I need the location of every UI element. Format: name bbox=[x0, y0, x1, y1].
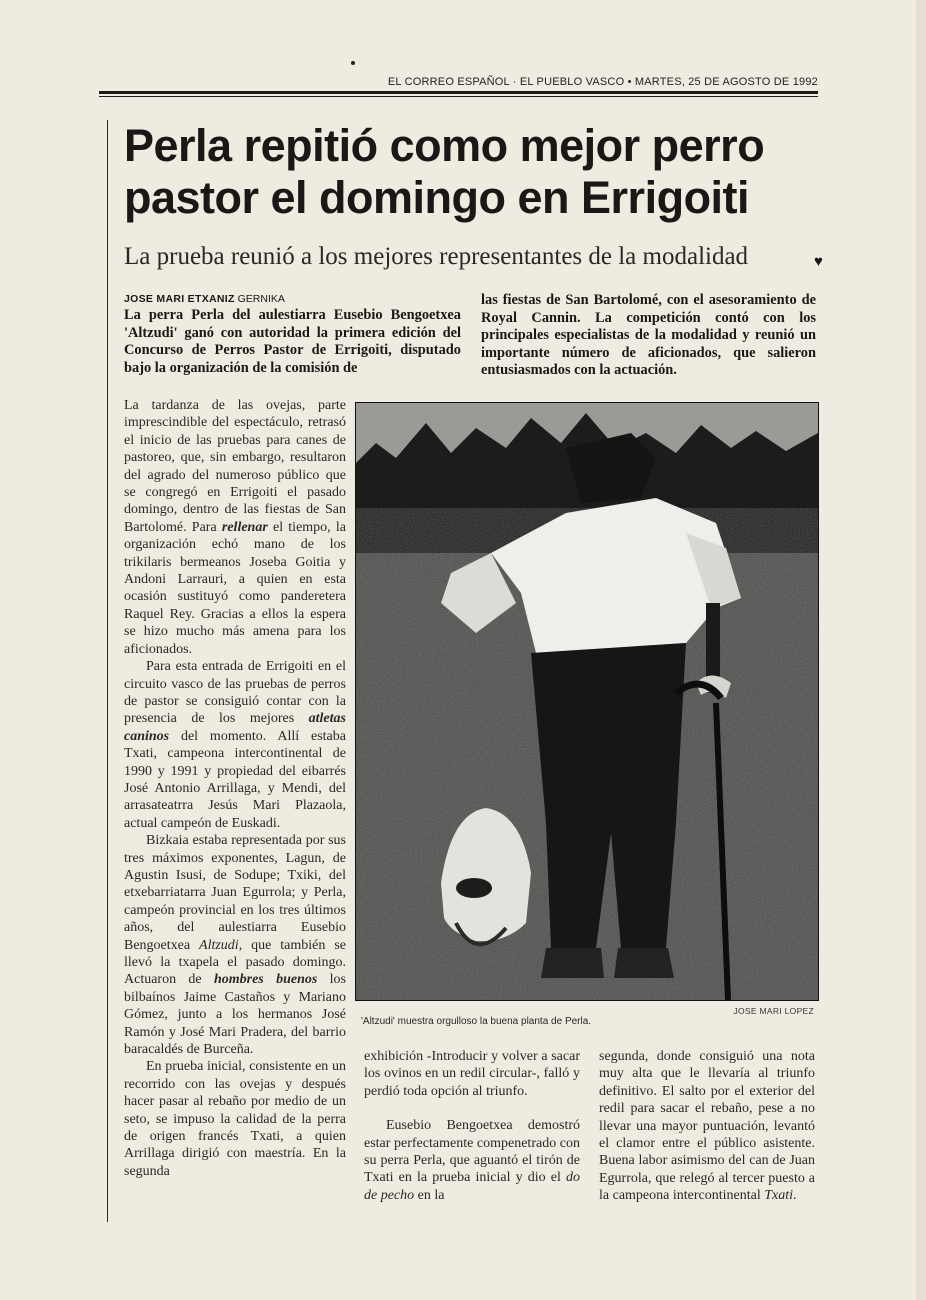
byline-author: JOSE MARI ETXANIZ bbox=[124, 293, 235, 305]
article-column-3 bbox=[599, 1048, 815, 1205]
masthead-rule-thin bbox=[99, 96, 818, 97]
lead-paragraph-right: las fiestas de San Bartolomé, con el asesoramiento de Royal Cannin. La competición contó con los principales especialistas de la modalidad y reunió un importante número de aficionados, que salieron entusiasmados con la actuación. bbox=[481, 292, 816, 378]
paragraph: Bizkaia estaba representada por sus tres máximos exponentes, Lagun, de Agustin Isusi, de Sodupe; Txiki, del etxebarriatarra Juan Egurrola; y Perla, campeón provincial en los tres últimos años, del aulestiarra Eusebio Bengoetxea Altzudi, que también se llevó la txapela el pasado domingo. Actuaron de hombres buenos los bilbaínos Jaime Castaños y Mariano Gómez, junto a los hermanos José Ramón y José Mari Pradera, del barrio baracaldés de Burceña. bbox=[124, 833, 346, 1058]
paragraph: Para esta entrada de Errigoiti en el circuito vasco de las pruebas de perros de pastor se consiguió contar con la presencia de los mejores atletas caninos del momento. Allí estaba Txati, campeona intercontinental de 1990 y 1991 y propiedad del eibarrés José Antonio Arrillaga, y Mendi, del arrasateatrra Jesús Mari Plazaola, actual campeón de Euskadi. bbox=[124, 659, 346, 831]
heart-icon: ♥ bbox=[814, 254, 823, 270]
print-dot bbox=[351, 61, 355, 65]
article-column-1 bbox=[124, 397, 346, 1180]
column-rule-left bbox=[107, 120, 108, 1222]
lead-paragraph-left: La perra Perla del aulestiarra Eusebio Bengoetxea 'Altzudi' ganó con autoridad la primera edición del Concurso de Perros Pastor de Errigoiti, disputado bajo la organización de la comisión de bbox=[124, 307, 461, 376]
paragraph: exhibición -Introducir y volver a sacar los ovinos en un redil circular-, falló y perdió toda opción al triunfo. bbox=[364, 1049, 580, 1099]
subheadline: La prueba reunió a los mejores representantes de la modalidad bbox=[124, 243, 749, 270]
photo-image bbox=[356, 403, 818, 1000]
masthead-rule-thick bbox=[99, 91, 818, 94]
masthead: EL CORREO ESPAÑOL · EL PUEBLO VASCO • MARTES, 25 DE AGOSTO DE 1992 bbox=[387, 76, 818, 88]
headline: Perla repitió como mejor perro pastor el domingo en Errigoiti bbox=[124, 120, 765, 223]
paragraph: Eusebio Bengoetxea demostró estar perfectamente compenetrado con su perra Perla, que aguantó el tirón de Txati en la prueba inicial y dio el do de pecho en la bbox=[364, 1118, 580, 1203]
paragraph: En prueba inicial, consistente en un recorrido con las ovejas y después hacer pasar al rebaño por medio de un seto, se impuso la calidad de la perra de origen francés Txati, a quien Arrillaga dirigió con maestría. En la segunda bbox=[124, 1059, 346, 1179]
paragraph-spacer bbox=[364, 1100, 580, 1117]
paragraph: La tardanza de las ovejas, parte imprescindible del espectáculo, retrasó el inicio de las pruebas para canes de pastoreo, que, sin embargo, resultaron del agrado del numeroso público que se congregó en Errigoiti el pasado domingo, dentro de las fiestas de San Bartolomé. Para rellenar el tiempo, la organización echó mano de los trikilaris bermeanos Joseba Goitia y Andoni Larrauri, a quien en esta ocasión sustituyó como panderetera Raquel Rey. Gracias a ellos la espera se hizo mucho más amena para los aficionados. bbox=[124, 398, 346, 657]
article-photo bbox=[355, 402, 819, 1001]
byline-location: GERNIKA bbox=[237, 293, 285, 305]
paragraph: segunda, donde consiguió una nota muy alta que le llevaría al triunfo definitivo. El salto por el exterior del redil para sacar el rebaño, pese a no llevar una mayor puntuación, levantó el clamor entre el público asistente. Buena labor asimismo del can de Juan Egurrola, que relegó al tercer puesto a la campeona intercontinental Txati. bbox=[599, 1049, 815, 1204]
article-column-2 bbox=[364, 1048, 580, 1204]
photo-caption: 'Altzudi' muestra orgulloso la buena planta de Perla. bbox=[361, 1016, 592, 1027]
page-edge bbox=[916, 0, 926, 1300]
photo-credit: JOSE MARI LOPEZ bbox=[733, 1006, 814, 1016]
byline bbox=[124, 293, 474, 305]
